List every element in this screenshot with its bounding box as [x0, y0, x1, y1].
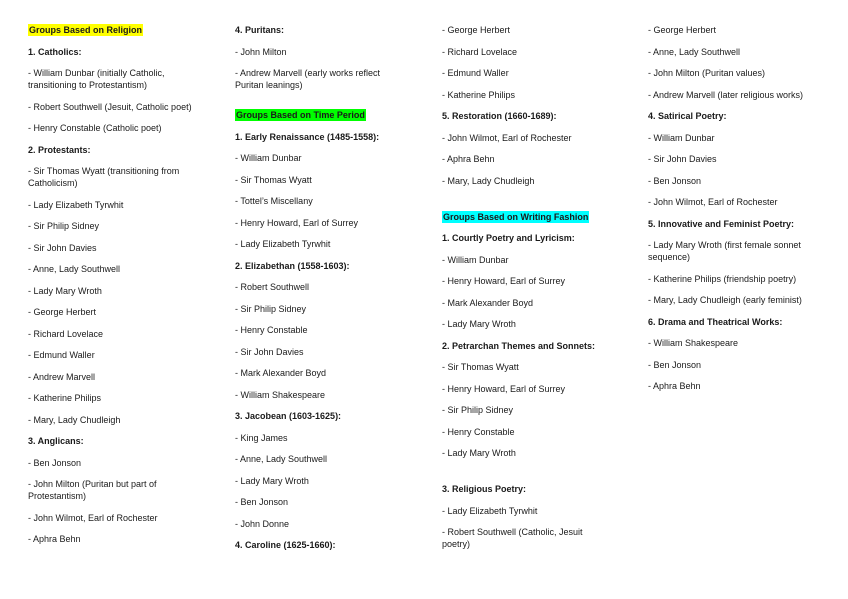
list-item: - Sir Thomas Wyatt (transitioning from Catholicism) [28, 166, 180, 188]
list-item: - Sir Philip Sidney [28, 221, 100, 231]
list-item: - John Milton (Puritan values) [648, 68, 766, 78]
list-item: - Robert Southwell (Catholic, Jesuit poetry) [442, 527, 583, 549]
list-item: - Henry Howard, Earl of Surrey [235, 217, 359, 228]
list-item: - Tottel’s Miscellany [235, 196, 313, 206]
caroline-heading: 4. Caroline (1625-1660): [235, 540, 336, 550]
list-item: - Lady Elizabeth Tyrwhit [235, 239, 331, 249]
restoration-heading: 5. Restoration (1660-1689): [442, 111, 557, 121]
list-item: - Lady Mary Wroth [28, 285, 102, 296]
list-item: - Mary, Lady Chudleigh [28, 414, 121, 425]
list-item: - William Shakespeare [648, 338, 739, 348]
list-item: - William Dunbar [648, 132, 715, 143]
list-item: - Mark Alexander Boyd [235, 368, 327, 378]
list-item: - Lady Elizabeth Tyrwhit [442, 505, 538, 516]
column-1 [28, 24, 208, 555]
list-item: - Mark Alexander Boyd [442, 297, 534, 308]
list-item: - Katherine Philips [28, 393, 102, 403]
list-item: - Lady Mary Wroth (first female sonnet sequence) [648, 240, 801, 262]
religious-poetry-heading: 3. Religious Poetry: [442, 484, 527, 494]
list-item: - Robert Southwell (Jesuit, Catholic poet) [28, 101, 192, 112]
religion-section-title: Groups Based on Religion [29, 25, 143, 35]
elizabethan-heading: 2. Elizabethan (1558-1603): [235, 260, 350, 271]
list-item: - Aphra Behn [442, 154, 495, 164]
list-item: - William Shakespeare [235, 389, 326, 400]
list-item: - Sir John Davies [28, 242, 97, 253]
list-item: - Katherine Philips [442, 89, 516, 100]
list-item: - Richard Lovelace [28, 328, 104, 339]
list-item: - Sir Philip Sidney [442, 405, 514, 415]
list-item: - William Dunbar (initially Catholic, transitioning to Protestantism) [28, 68, 165, 90]
satirical-heading: 4. Satirical Poetry: [648, 111, 727, 121]
list-item: - Lady Mary Wroth [442, 448, 516, 458]
innovative-feminist-heading: 5. Innovative and Feminist Poetry: [648, 218, 795, 229]
list-item: - King James [235, 432, 288, 443]
list-item: - Richard Lovelace [442, 46, 518, 57]
list-item: - Henry Howard, Earl of Surrey [442, 383, 566, 394]
list-item: - Andrew Marvell (early works reflect Puritan leanings) [235, 68, 381, 90]
list-item: - Lady Elizabeth Tyrwhit [28, 199, 124, 210]
list-item: - Mary, Lady Chudleigh (early feminist) [648, 295, 802, 305]
courtly-heading: 1. Courtly Poetry and Lyricism: [442, 233, 575, 243]
list-item: - Aphra Behn [28, 534, 81, 544]
list-item: - Lady Mary Wroth [442, 319, 516, 329]
list-item: - Sir Thomas Wyatt [442, 362, 519, 372]
list-item: - Henry Constable [235, 325, 308, 335]
list-item: - John Wilmot, Earl of Rochester [442, 132, 572, 143]
list-item: - Lady Mary Wroth [235, 475, 309, 486]
list-item: - John Wilmot, Earl of Rochester [28, 512, 158, 523]
list-item: - Sir Thomas Wyatt [235, 174, 312, 185]
list-item: - Anne, Lady Southwell [648, 46, 741, 57]
list-item: - Sir Philip Sidney [235, 303, 307, 314]
list-item: - Ben Jonson [648, 175, 702, 186]
list-item: - William Dunbar [235, 153, 302, 163]
list-item: - George Herbert [28, 307, 97, 317]
catholics-heading: 1. Catholics: [28, 46, 82, 57]
list-item: - Henry Howard, Earl of Surrey [442, 276, 566, 286]
list-item: - George Herbert [442, 25, 511, 35]
list-item: - Ben Jonson [28, 457, 82, 468]
list-item: - Andrew Marvell [28, 371, 96, 382]
list-item: - Aphra Behn [648, 381, 701, 391]
list-item: - John Donne [235, 518, 290, 529]
list-item: - Sir John Davies [235, 346, 304, 357]
jacobean-heading: 3. Jacobean (1603-1625): [235, 411, 342, 421]
puritans-heading: 4. Puritans: [235, 25, 285, 35]
list-item: - Edmund Waller [442, 68, 509, 78]
list-item: - Henry Constable (Catholic poet) [28, 123, 162, 133]
column-3 [442, 24, 612, 560]
column-4 [648, 24, 824, 402]
list-item: - Mary, Lady Chudleigh [442, 175, 535, 186]
list-item: - Andrew Marvell (later religious works) [648, 89, 804, 100]
anglicans-heading: 3. Anglicans: [28, 436, 84, 446]
list-item: - Anne, Lady Southwell [235, 454, 328, 464]
petrarchan-heading: 2. Petrarchan Themes and Sonnets: [442, 340, 596, 351]
list-item: - John Milton [235, 46, 287, 57]
writing-fashion-section-title: Groups Based on Writing Fashion [443, 211, 589, 222]
time-period-section-title: Groups Based on Time Period [236, 110, 365, 120]
drama-heading: 6. Drama and Theatrical Works: [648, 316, 783, 327]
early-renaissance-heading: 1. Early Renaissance (1485-1558): [235, 131, 380, 142]
list-item: - John Wilmot, Earl of Rochester [648, 197, 778, 207]
list-item: - Ben Jonson [648, 359, 702, 370]
list-item: - Katherine Philips (friendship poetry) [648, 273, 797, 284]
list-item: - Anne, Lady Southwell [28, 264, 121, 274]
list-item: - Sir John Davies [648, 154, 717, 164]
list-item: - Edmund Waller [28, 350, 95, 360]
column-2 [235, 24, 410, 561]
protestants-heading: 2. Protestants: [28, 144, 91, 155]
list-item: - George Herbert [648, 25, 717, 35]
list-item: - William Dunbar [442, 254, 509, 265]
list-item: - Robert Southwell [235, 282, 310, 292]
list-item: - John Milton (Puritan but part of Protestantism) [28, 479, 157, 501]
list-item: - Henry Constable [442, 426, 515, 437]
list-item: - Ben Jonson [235, 497, 289, 507]
